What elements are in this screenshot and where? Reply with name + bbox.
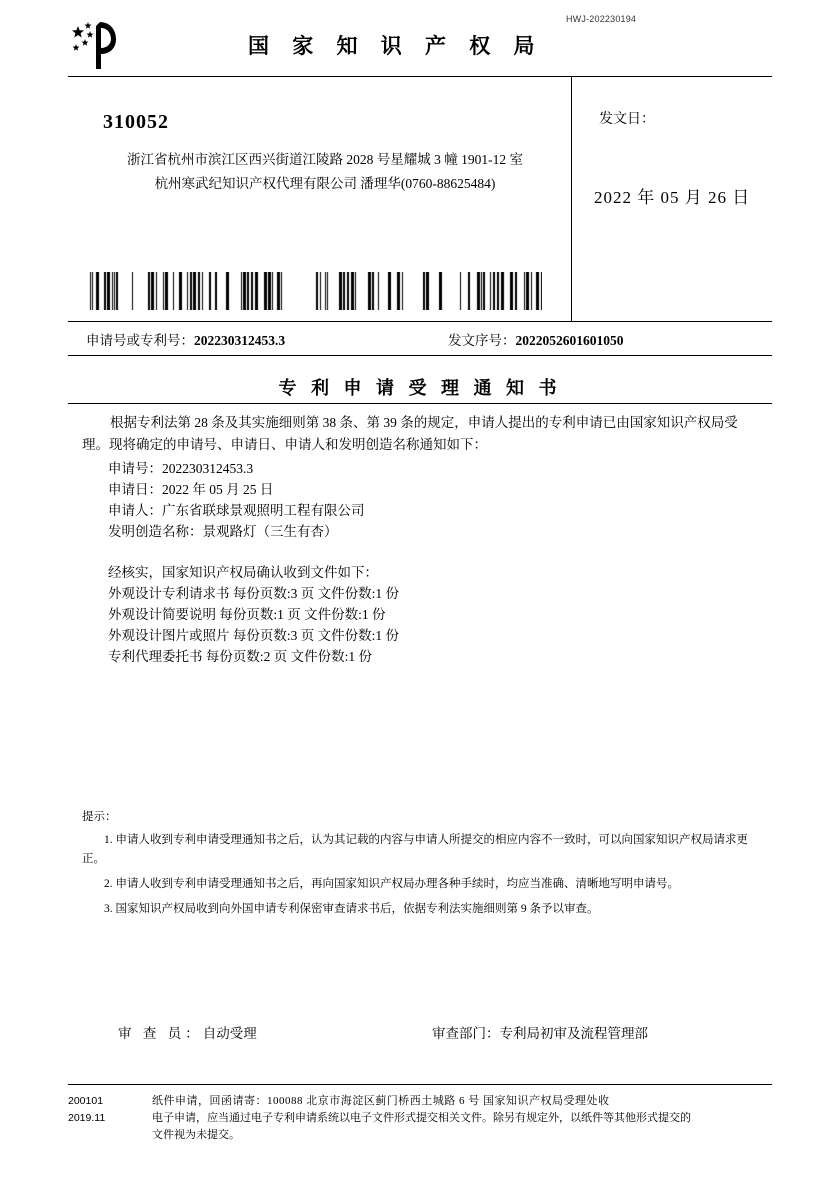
divider-4 (68, 403, 772, 404)
numbers-row (68, 321, 772, 355)
footer-line-1: 纸件申请，回函请寄：100088 北京市海淀区蓟门桥西土城路 6 号 国家知识产权局受理处收 (152, 1095, 610, 1107)
page-title: 国 家 知 识 产 权 局 (248, 34, 544, 58)
document-header (68, 20, 772, 72)
footer-code-1: 200101 (68, 1095, 104, 1107)
serial-number-label: 发文序号： (448, 333, 516, 348)
footer-line-2: 电子申请，应当通过电子专利申请系统以电子文件形式提交相关文件。除另有规定外，以纸件等其他形式提交的 (152, 1112, 691, 1124)
issue-date-block (572, 76, 772, 321)
footer-line-3: 文件视为未提交。 (152, 1129, 240, 1141)
body-spacer (68, 542, 772, 562)
application-number-value: 202230312453.3 (194, 333, 286, 348)
document-item-4: 专利代理委托书 每份页数:2 页 文件份数:1 份 (108, 649, 373, 664)
barcode-right (312, 272, 542, 310)
tip-item-2: 2. 申请人收到专利申请受理通知书之后，再向国家知识产权局办理各种手续时，均应当准确、清晰地写明申请号。 (104, 878, 679, 890)
postcode: 310052 (103, 111, 169, 133)
divider-bottom (68, 1084, 772, 1085)
tips-section (82, 808, 758, 925)
field-applicant: 申请人：广东省联球景观照明工程有限公司 (108, 503, 365, 518)
document-item-3: 外观设计图片或照片 每份页数:3 页 文件份数:1 份 (108, 628, 400, 643)
footer-code-2: 2019.11 (68, 1112, 106, 1124)
tip-item-3: 3. 国家知识产权局收到向外国申请专利保密审查请求书后，依据专利法实施细则第 9 条予以审查。 (104, 903, 599, 915)
department-block (432, 1022, 648, 1042)
document-item-2: 外观设计简要说明 每份页数:1 页 文件份数:1 份 (108, 607, 386, 622)
examiner-label: 审 查 员： (118, 1026, 203, 1041)
document-title: 专 利 申 请 受 理 通 知 书 (278, 378, 562, 398)
barcode-left (88, 272, 284, 310)
tips-title: 提示： (82, 811, 117, 823)
tip-item-1: 1. 申请人收到专利申请受理通知书之后，认为其记载的内容与申请人所提交的相应内容不一致时，可以向国家知识产权局请求更正。 (82, 834, 748, 865)
department-value: 专利局初审及流程管理部 (499, 1026, 648, 1041)
serial-number (448, 329, 624, 349)
application-number-label: 申请号或专利号： (86, 333, 194, 348)
examiner-value: 自动受理 (202, 1026, 257, 1041)
issue-date-value: 2022 年 05 月 26 日 (594, 188, 751, 207)
examiner-block (118, 1022, 257, 1042)
application-number (86, 329, 285, 349)
national-emblem-icon (68, 20, 130, 72)
footer-text (152, 1093, 772, 1144)
documents-received-title: 经核实，国家知识产权局确认收到文件如下： (108, 565, 378, 580)
document-code: HWJ-202230194 (566, 14, 637, 24)
divider-3 (68, 355, 772, 356)
document-body (68, 412, 772, 667)
field-application-date: 申请日：2022 年 05 月 25 日 (108, 482, 274, 497)
department-label: 审查部门： (432, 1026, 500, 1041)
address-line-1: 浙江省杭州市滨江区西兴街道江陵路 2028 号星耀城 3 幢 1901-12 室 (127, 152, 523, 167)
issue-date-label: 发文日： (599, 112, 655, 127)
body-paragraph-1: 根据专利法第 28 条及其实施细则第 38 条、第 39 条的规定，申请人提出的专利申请已由国家知识产权局受理。现将确定的申请号、申请日、申请人和发明创造名称通知如下： (82, 415, 738, 452)
field-invention-name: 发明创造名称：景观路灯（三生有杏） (108, 524, 338, 539)
field-application-number: 申请号：202230312453.3 (108, 461, 254, 476)
footer-codes (68, 1093, 148, 1127)
address-line-2: 杭州寒武纪知识产权代理有限公司 潘理华(0760-88625484) (154, 176, 496, 191)
serial-number-value: 2022052601601050 (515, 333, 624, 348)
document-item-1: 外观设计专利请求书 每份页数:3 页 文件份数:1 份 (108, 586, 400, 601)
